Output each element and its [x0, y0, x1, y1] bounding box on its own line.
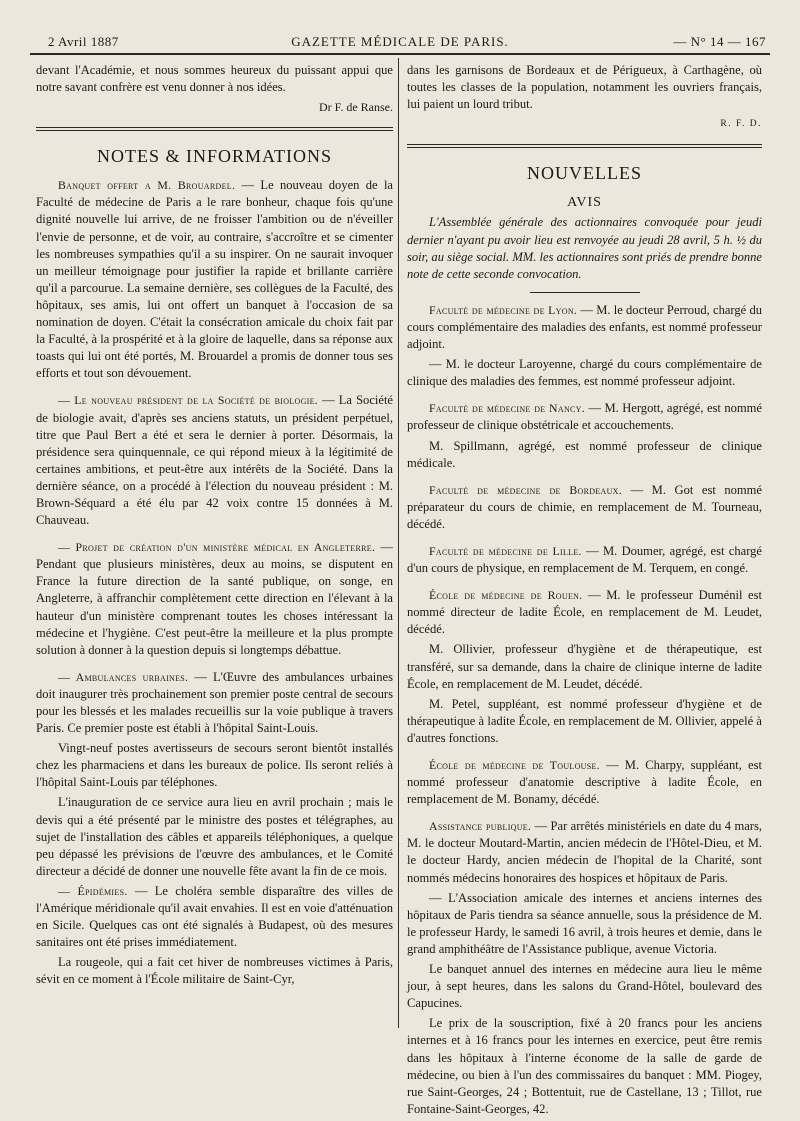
item-nancy-2: M. Spillmann, agrégé, est nommé professeur de clinique médicale.	[407, 438, 762, 470]
item-lyon-2: — M. le docteur Laroyenne, chargé du cours complémentaire de clinique des maladies des femmes, est nommé professeur adjoint.	[407, 357, 762, 389]
item-lille	[407, 543, 762, 577]
item-body: — M. le docteur Perroud, chargé du cours complémentaire des maladies des enfants, est nommé professeur adjoint.	[407, 302, 762, 352]
column-divider	[398, 58, 399, 1028]
notes-section-title: NOTES & INFORMATIONS	[96, 146, 332, 167]
item-banquet: Le banquet annuel des internes en médecine aura lieu le même jour, à sept heures, dans les salons du Grand-Hôtel, boulevard des Capucines.	[407, 962, 762, 1011]
article-body: — La Société de biologie avait, d'après ses anciens statuts, un président perpétuel, titre que Paul Bert a été et sera le dernier à porter. Désormais, la présidence sera quinquennale, ce qui répond mieux à la légitimité de certaines ambitions, et peut-être aux intérêts de la Société. Dans la dernière séance, on a procédé à l'élection du nouveau président : M. Brown-Séquard a été élu par 42 voix contre 15 données à M. Chauveau.	[36, 393, 393, 528]
item-rouen-2: M. Ollivier, professeur d'hygiène et de thérapeutique, est transféré, sur sa demande, dans la chaire de clinique interne de ladite École, en remplacement de M. Leudet, décédé.	[407, 642, 762, 691]
left-column	[36, 62, 393, 992]
item-heading: École de médecine de Toulouse.	[429, 758, 600, 772]
avis-title: AVIS	[567, 195, 602, 211]
item-assistance	[407, 818, 762, 886]
item-heading: Faculté de médecine de Nancy.	[429, 401, 585, 416]
item-rouen-3: M. Petel, suppléant, est nommé professeur d'hygiène et de thérapeutique à ladite École, en remplacement de M. Ollivier, appelé à d'autres fonctions.	[407, 696, 762, 745]
article-banquet	[36, 177, 393, 382]
journal-title: GAZETTE MÉDICALE DE PARIS.	[291, 34, 509, 49]
item-rouen	[407, 587, 762, 638]
article-heading: — Le nouveau président de la Société de biologie.	[58, 393, 319, 408]
item-body: — Par arrêtés ministériels en date du 4 mars, M. le docteur Moutard-Martin, ancien médecin de l'Hôtel-Dieu, et M. le docteur Hardy, ancien médecin de l'hopital de la Charité, sont nommés médecins honoraires des hospices et hôpitaux de Paris.	[407, 819, 762, 885]
paragraph-rougeole: La rougeole, qui a fait cet hiver de nombreuses victimes à Paris, sévit en ce moment à l'École militaire de Saint-Cyr,	[36, 955, 393, 987]
article-epidemies	[36, 883, 393, 951]
short-divider	[530, 292, 640, 293]
item-heading: Faculté de médecine de Lyon.	[429, 302, 578, 317]
article-societe-biologie	[36, 392, 393, 529]
paragraph-postes: Vingt-neuf postes avertisseurs de secours seront bientôt installés chez les pharmaciens et dans les bureaux de police. Ils seront reliés à l'hôpital Saint-Louis par téléphones.	[36, 741, 393, 790]
right-intro-signature: R. F. D.	[720, 119, 762, 130]
nouvelles-section-title: NOUVELLES	[527, 163, 642, 184]
item-heading: Assistance publique.	[429, 819, 532, 834]
left-intro-paragraph: devant l'Académie, et nous sommes heureux du puissant appui que notre savant confrère est venu donner à nos idées.	[36, 63, 393, 95]
paragraph-inauguration: L'inauguration de ce service aura lieu en avril prochain ; mais le devis qui a été présenté par le ministre des postes et télégraphes, au sujet de l'installation des câbles et appareils téléphoniques, a quelque peu dépassé les prévisions de l'œuvre des ambulances, et le Comité directeur a décidé de donner une nouvelle fête avant la fin de ce mois.	[36, 795, 393, 878]
article-body: — Le nouveau doyen de la Faculté de médecine de Paris a le rare bonheur, chaque fois qu'une dignité nouvelle lui arrive, de ne froisser l'ambition ou de n'éveiller l'envie de personne, et de voir, au contraire, s'accroître et se cimenter les nombreuses sympathies qu'il a su inspirer. On ne saurait invoquer un meilleur témoignage pour justifier la rapide et brillante carrière qu'il a parcourue. La semaine dernière, ses collègues de la Faculté, des hôpitaux, ses amis, lui ont offert un banquet à l'occasion de sa nomination de doyen. C'était la consécration amicale du choix fait par la Faculté, à la prospérité et à la gloire de laquelle, dans sa réponse aux toasts qui lui ont été portés, M. Brouardel a promis de donner tous ses efforts et tout son dévouement.	[36, 178, 393, 381]
right-column	[407, 62, 762, 1121]
item-body: — M. Hergott, agrégé, est nommé professeur de clinique obstétricale et accouchements.	[407, 401, 762, 433]
article-body: — L'Œuvre des ambulances urbaines doit inaugurer très prochainement son premier poste central de secours pour les blessés et les malades recueillis sur la voie publique à travers Paris. Ce premier poste est établi à l'hôpital Saint-Louis.	[36, 669, 393, 736]
article-heading: — Ambulances urbaines.	[58, 669, 189, 684]
section-divider	[36, 127, 393, 131]
article-ministere-medical	[36, 539, 393, 659]
avis-text: L'Assemblée générale des actionnaires convoquée pour jeudi dernier n'ayant pu avoir lieu est renvoyée au jeudi 28 avril, 5 h. ½ du soir, au siège social. MM. les actionnaires sont priés de prendre bonne note de cette seconde convocation.	[407, 215, 762, 281]
issue-page-number: — N° 14 — 167	[673, 34, 766, 49]
item-heading: École de médecine de Rouen.	[429, 588, 583, 603]
item-body: — M. Doumer, agrégé, est chargé d'un cours de physique, en remplacement de M. Terquem, en congé.	[407, 543, 763, 576]
item-lyon	[407, 302, 762, 353]
left-intro-signature: Dr F. de Ranse.	[318, 100, 393, 115]
header-rule	[30, 53, 770, 55]
article-body: — Pendant que plusieurs ministères, deux au moins, se disputent en France la future direction de la santé publique, on songe, en Angleterre, à affranchir complètement cette direction en l'élevant à la hauteur d'un ministère comprenant toutes les choses intéressant la médecine et l'hygiène. C'est peut-être la meilleure et la plus prompte solution à donner à la question depuis si longtemps débattue.	[36, 540, 394, 657]
item-bordeaux	[407, 482, 762, 533]
section-divider	[407, 144, 762, 148]
item-heading: Faculté de médecine de Lille.	[429, 543, 582, 558]
item-heading: Faculté de médecine de Bordeaux.	[429, 482, 623, 497]
issue-date: 2 Avril 1887	[48, 34, 119, 49]
item-body: — M. Charpy, suppléant, est nommé professeur d'anatomie descriptive à ladite École, en remplacement de M. Bonamy, décédé.	[407, 758, 762, 807]
article-heading: — Projet de création d'un ministère médical en Angleterre.	[58, 540, 376, 555]
item-toulouse	[407, 757, 762, 808]
item-body: — M. le professeur Duménil est nommé directeur de ladite École, en remplacement de M. Leudet, décédé.	[407, 588, 762, 637]
article-heading: Banquet offert a M. Brouardel.	[58, 178, 236, 193]
right-intro-paragraph: dans les garnisons de Bordeaux et de Périgueux, à Carthagène, où toutes les classes de la population, notamment les ouvriers français, lui paient un lourd tribut.	[407, 63, 762, 112]
item-souscription: Le prix de la souscription, fixé à 20 francs pour les anciens internes et à 16 francs pour les internes en exercice, peut être remis dans les hôpitaux à l'interne économe de la salle de garde de médecine, ou bien à l'un des commissaires du banquet : MM. Piogey, rue Saint-Georges, 24 ; Bottentuit, rue de Castellane, 13 ; Tillot, rue Fontaine-Saint-Georges, 42.	[407, 1016, 762, 1116]
article-heading: — Épidémies.	[58, 883, 128, 898]
item-nancy	[407, 400, 762, 434]
item-association: — L'Association amicale des internes et anciens internes des hôpitaux de Paris tiendra sa séance annuelle, sous la présidence de M. le professeur Hardy, le samedi 16 avril, à trois heures et demie, dans le grand amphithéâtre de l'Assistance publique, avenue Victoria.	[407, 890, 762, 956]
item-body: — M. Got est nommé préparateur du cours de chimie, en remplacement de M. Tourneau, décédé.	[407, 482, 762, 531]
article-body: — Le choléra semble disparaître des villes de l'Amérique méridionale qu'il avait envahies. Il est en voie d'atténuation en Sicile. Quelques cas ont été signalés à Budapest, où des mesures sanitaires ont été prises immédiatement.	[36, 883, 393, 950]
article-ambulances	[36, 669, 393, 737]
